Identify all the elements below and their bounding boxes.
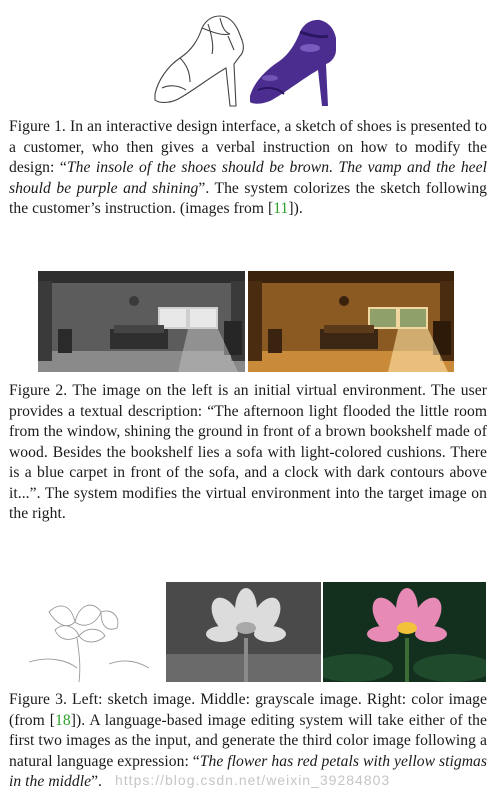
shoe-colored: [250, 20, 336, 106]
figure2-right-image: [248, 271, 454, 372]
figure3-color-image: [323, 582, 486, 682]
figure2-left-image: [38, 271, 245, 372]
figure3-grayscale-image: [166, 582, 321, 682]
figure2-caption: [9, 381, 487, 525]
figure3-caption: [9, 690, 487, 793]
figure1-quote: The insole of the shoes should be brown. The vamp and the heel should be purple and shining: [9, 159, 487, 197]
figure1-text-b: ”. The system colorizes the sketch following the customer’s instruction. (images from [: [9, 179, 488, 217]
figure2-text: The image on the left is an initial virtual environment. The user provides a textual description: “The afternoon light flooded the little room from the window, shining the ground in front of a brown bookshelf made of wood. Besides the bookshelf lies a sofa with light-colored cushions. There is a blue carpet in front of the sofa, and a clock with dark contours above it...”. The system modifies the virtual environment into the target image on the right.: [9, 382, 487, 522]
figure3-text-c: ”.: [91, 773, 102, 790]
figure3-label: Figure 3.: [9, 691, 67, 708]
watermark: https://blog.csdn.net/weixin_39284803: [115, 772, 391, 788]
figure3-sketch-image: [9, 582, 164, 682]
shoe-sketch-and-colored-shoe: [150, 6, 345, 108]
figure1-ref-link[interactable]: 11: [273, 200, 289, 217]
figure3-quote: The flower has red petals with yellow stigmas in the middle: [9, 752, 487, 790]
figure3-text-a: Left: sketch image. Middle: grayscale image. Right: color image (from [: [9, 691, 487, 729]
figure1-image: [150, 6, 345, 108]
figure3-text-b: ]). A language-based image editing system will take either of the first two images as the input, and generate the third color image following a natural language expression: “: [9, 711, 487, 770]
figure1-text-a: In an interactive design interface, a sketch of shoes is presented to a customer, who then gives a verbal instruction on how to modify the design: “: [9, 118, 487, 176]
figure3-ref-link[interactable]: 18: [55, 711, 71, 729]
figure2-label: Figure 2.: [9, 382, 68, 399]
figure1-caption: [9, 117, 487, 220]
figure1-text-c: ]).: [288, 200, 303, 217]
figure1-label: Figure 1.: [9, 118, 66, 135]
shoe-sketch: [155, 16, 243, 106]
